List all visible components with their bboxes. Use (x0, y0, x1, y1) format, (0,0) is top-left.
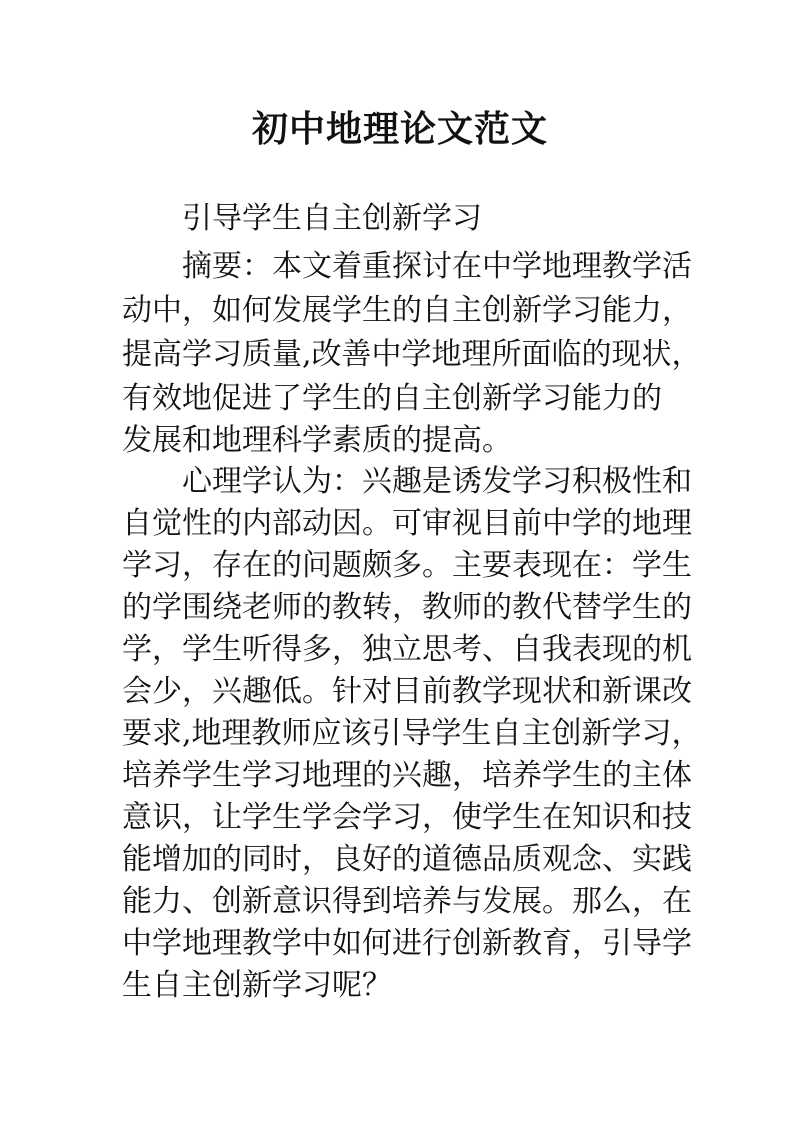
abstract-line: 发展和地理科学素质的提高。 (122, 423, 512, 458)
body-line: 要求,地理教师应该引导学生自主创新学习， (122, 716, 702, 751)
body-line: 中学地理教学中如何进行创新教育，引导学 (122, 926, 692, 961)
body-line: 培养学生学习地理的兴趣，培养学生的主体 (122, 758, 692, 793)
body-line: 生自主创新学习呢？ (122, 968, 392, 1003)
subtitle-line: 引导学生自主创新学习 (182, 201, 482, 236)
abstract-line: 动中，如何发展学生的自主创新学习能力， (122, 293, 692, 328)
body-line: 意识，让学生学会学习，使学生在知识和技 (122, 800, 692, 835)
body-line: 自觉性的内部动因。可审视目前中学的地理 (122, 506, 692, 541)
abstract-line: 有效地促进了学生的自主创新学习能力的 (122, 381, 662, 416)
body-line: 会少，兴趣低。针对目前教学现状和新课改 (122, 674, 692, 709)
body-line: 能增加的同时，良好的道德品质观念、实践 (122, 842, 692, 877)
body-line: 的学围绕老师的教转，教师的教代替学生的 (122, 590, 692, 625)
body-line: 学习，存在的问题颇多。主要表现在：学生 (122, 548, 692, 583)
body-line: 心理学认为：兴趣是诱发学习积极性和 (182, 464, 692, 499)
abstract-line: 提高学习质量,改善中学地理所面临的现状， (122, 337, 702, 372)
body-line: 能力、创新意识得到培养与发展。那么，在 (122, 884, 692, 919)
document-title: 初中地理论文范文 (251, 108, 548, 150)
abstract-line: 摘要：本文着重探讨在中学地理教学活 (182, 249, 692, 284)
body-line: 学，学生听得多，独立思考、自我表现的机 (122, 632, 692, 667)
